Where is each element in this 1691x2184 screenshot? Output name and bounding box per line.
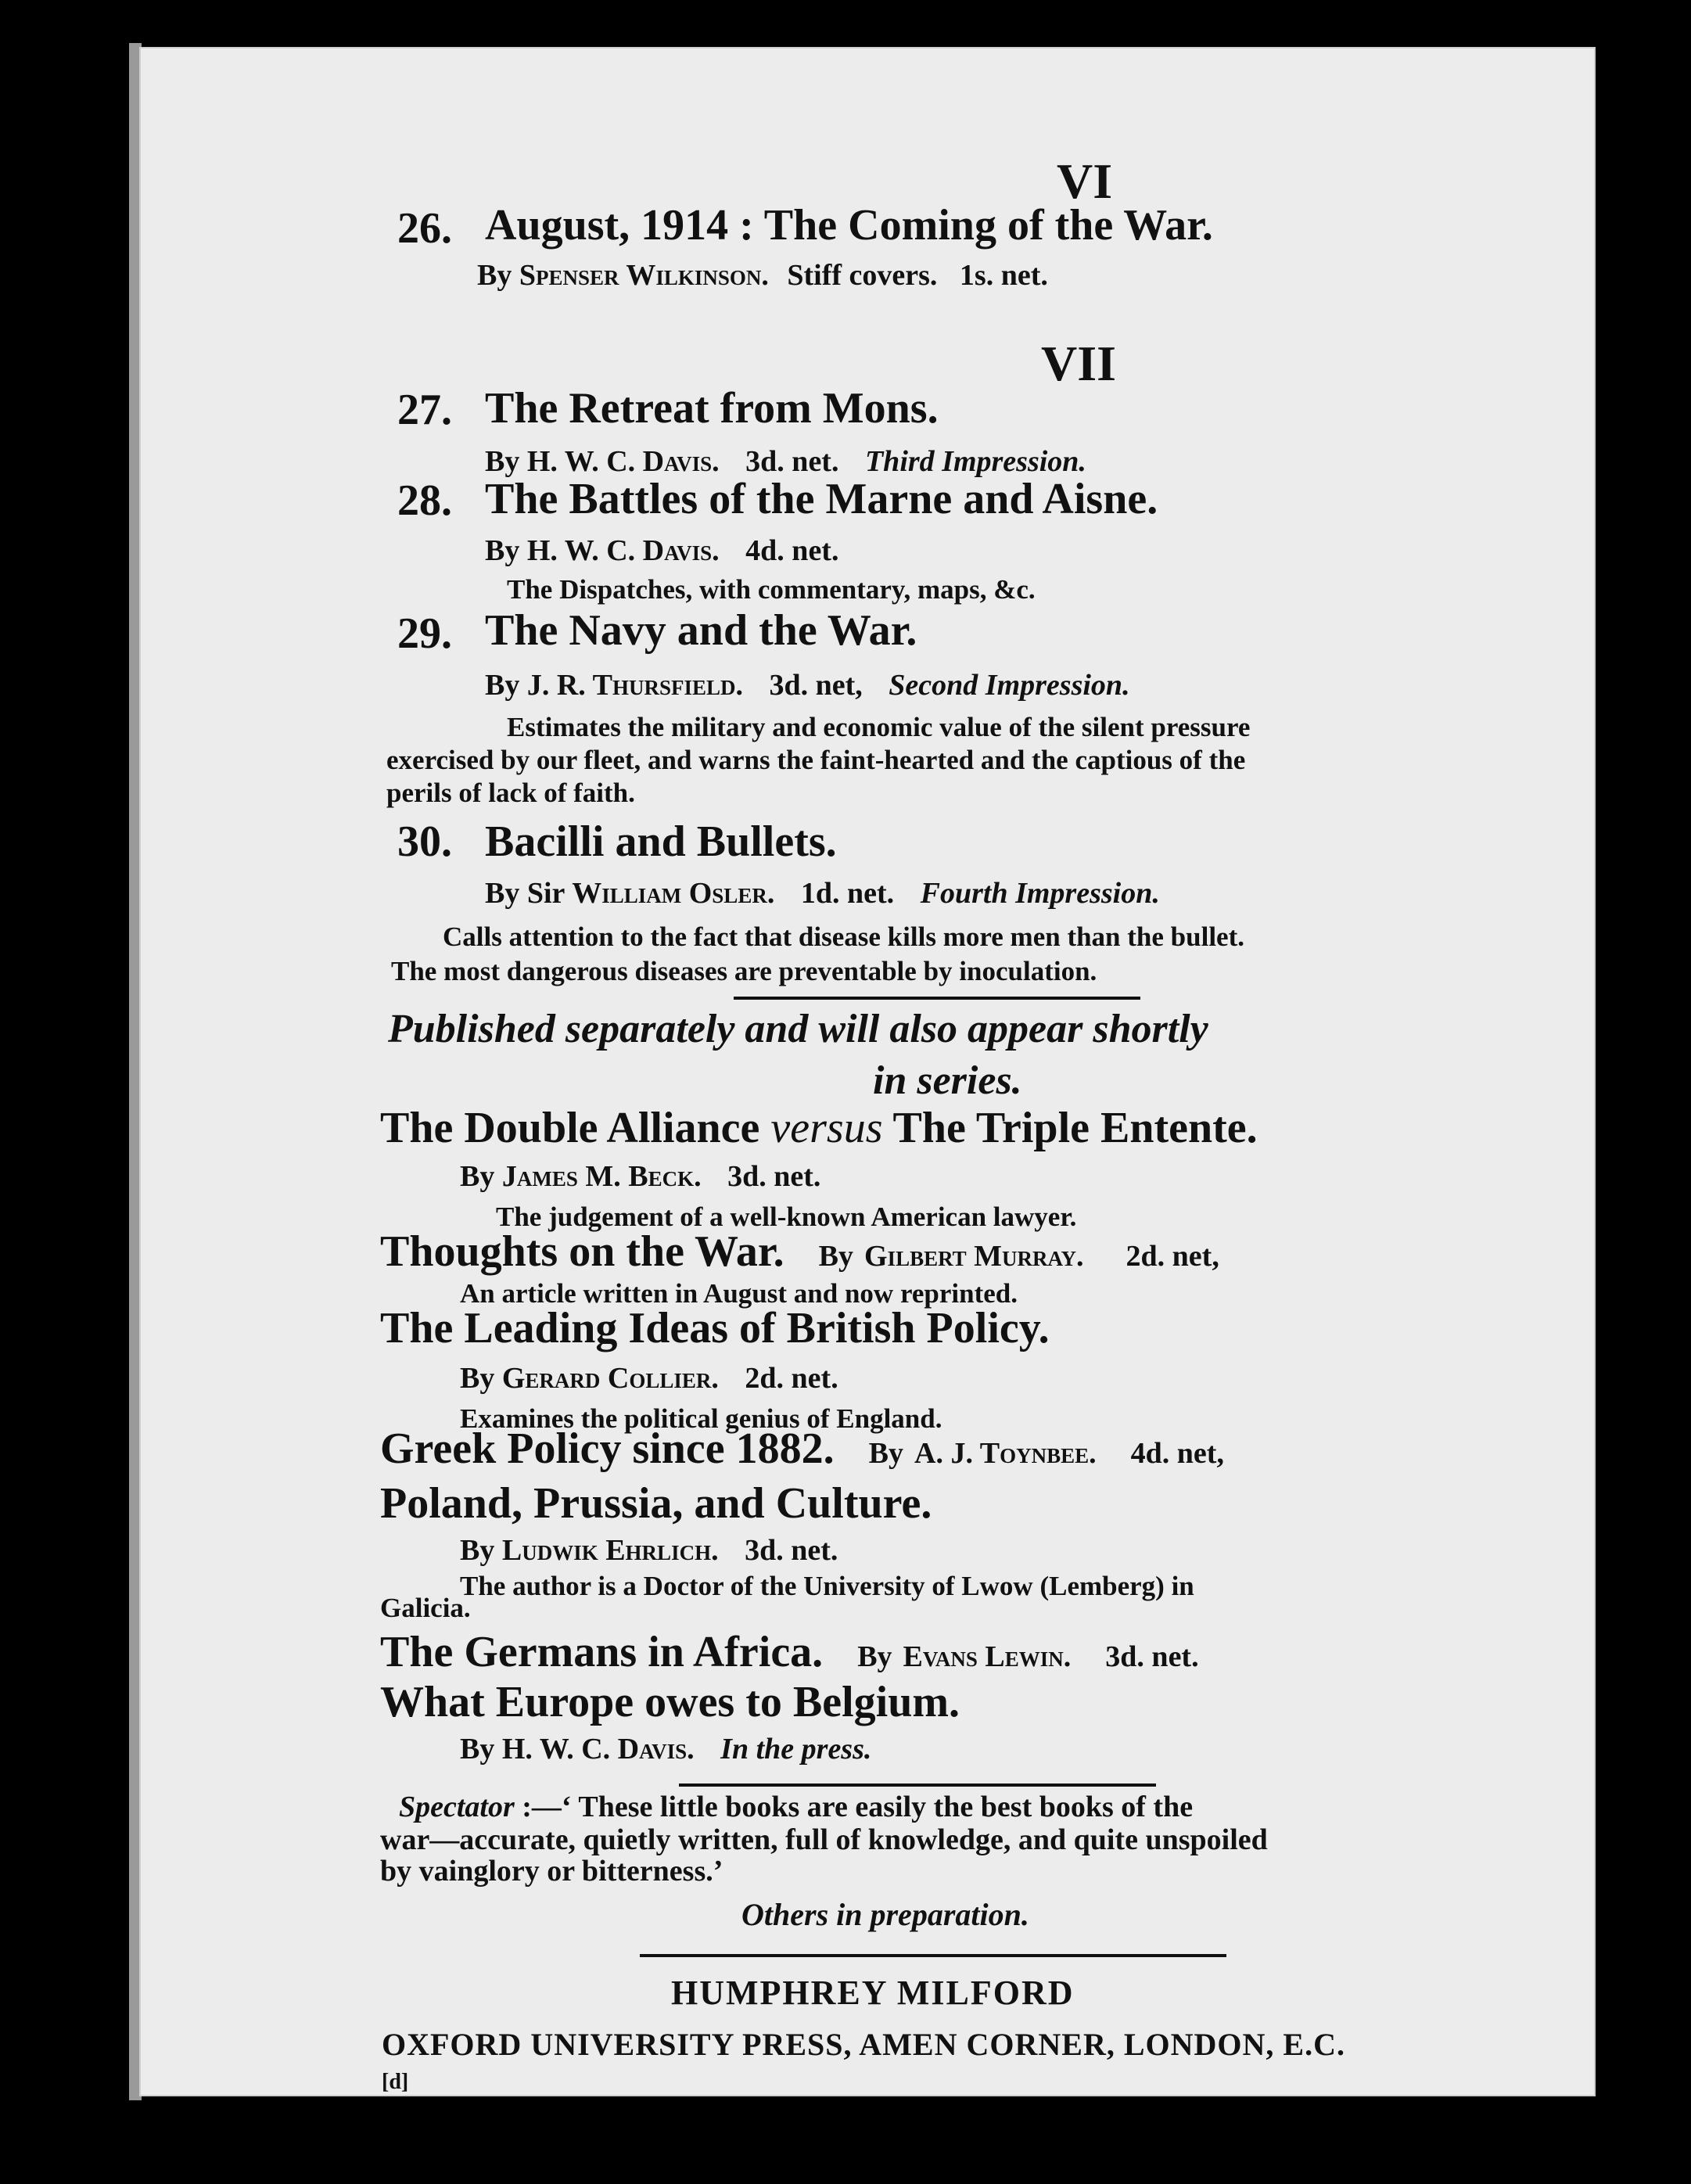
- item-leading-ideas-description: Examines the political genius of England.: [460, 1403, 942, 1434]
- price: 2d. net,: [1126, 1240, 1219, 1273]
- price: 3d. net.: [745, 1534, 838, 1567]
- byline-prefix: By: [485, 534, 520, 567]
- author-name: Gerard Collier.: [501, 1362, 719, 1395]
- byline-prefix: By: [485, 445, 520, 478]
- quote-divider: [679, 1783, 1156, 1787]
- author-name: James M. Beck.: [501, 1160, 702, 1193]
- entry-27-number: 27.: [397, 386, 452, 434]
- price: 1d. net.: [800, 877, 895, 910]
- item-greek-policy-title-line: [380, 1424, 1224, 1474]
- quote-source: Spectator: [399, 1791, 515, 1823]
- price: 3d. net.: [727, 1160, 821, 1193]
- item-germans-africa-title-line: [380, 1627, 1199, 1677]
- section-heading-vi: VI: [1057, 153, 1113, 209]
- author-name: Spenser Wilkinson.: [519, 259, 769, 292]
- title-part: The Double Alliance: [380, 1104, 760, 1152]
- price: Stiff covers. 1s. net.: [787, 259, 1048, 292]
- price: 2d. net.: [745, 1362, 838, 1395]
- entry-28-number: 28.: [397, 476, 452, 525]
- quote-text: :—‘ These little books are easily the best books of the: [514, 1791, 1194, 1823]
- entry-30-byline: [485, 876, 1160, 911]
- title-versus: versus: [770, 1104, 883, 1152]
- author-name: William Osler.: [572, 877, 775, 910]
- publisher-name: HUMPHREY MILFORD: [671, 1974, 1075, 2012]
- item-double-alliance-description: The judgement of a well-known American lawyer.: [496, 1202, 1077, 1232]
- impression-note: Third Impression.: [864, 445, 1086, 478]
- section-divider: [734, 997, 1140, 1000]
- entry-28-byline: [485, 533, 838, 568]
- byline-prefix: By: [460, 1160, 495, 1193]
- item-leading-ideas-byline: [460, 1361, 838, 1396]
- entry-29-description-line-3: perils of lack of faith.: [386, 778, 635, 808]
- item-belgium-title: What Europe owes to Belgium.: [380, 1678, 960, 1726]
- title-part: Greek Policy since 1882.: [380, 1424, 835, 1473]
- others-in-preparation: Others in preparation.: [741, 1897, 1029, 1932]
- spectator-quote-line-1: [399, 1790, 1193, 1824]
- author-name: H. W. C. Davis.: [526, 445, 720, 478]
- title-part: The Triple Entente.: [892, 1104, 1258, 1152]
- author-name: Evans Lewin.: [903, 1640, 1072, 1673]
- byline-prefix: By: [460, 1534, 495, 1567]
- byline-prefix: By: [868, 1437, 904, 1470]
- entry-30-description-line-2: The most dangerous diseases are preventable by inoculation.: [391, 956, 1097, 986]
- spectator-quote-line-2: war—accurate, quietly written, full of knowledge, and quite unspoiled: [380, 1823, 1268, 1856]
- separately-heading-line-2: in series.: [873, 1058, 1022, 1103]
- entry-30-number: 30.: [397, 817, 452, 866]
- author-name: H. W. C. Davis.: [501, 1733, 695, 1766]
- price: 4d. net,: [1130, 1437, 1224, 1470]
- entry-28-description: The Dispatches, with commentary, maps, &c.: [507, 574, 1036, 605]
- byline-prefix: By Sir: [485, 877, 565, 910]
- author-name: Gilbert Murray.: [864, 1240, 1084, 1273]
- entry-30-description-line-1: Calls attention to the fact that disease kills more men than the bullet.: [443, 921, 1244, 952]
- byline-prefix: By: [460, 1733, 495, 1766]
- item-poland-byline: [460, 1533, 838, 1568]
- item-poland-description-line-2: Galicia.: [380, 1593, 471, 1623]
- byline-prefix: By: [485, 669, 520, 702]
- item-thoughts-title-line: [380, 1227, 1219, 1277]
- entry-27-title: The Retreat from Mons.: [485, 384, 939, 433]
- item-thoughts-description: An article written in August and now reprinted.: [460, 1278, 1018, 1309]
- price: 3d. net.: [1105, 1640, 1199, 1673]
- publisher-address: OXFORD UNIVERSITY PRESS, AMEN CORNER, LONDON, E.C.: [382, 2027, 1345, 2062]
- item-double-alliance-title: [380, 1103, 1258, 1153]
- entry-29-description-line-2: exercised by our fleet, and warns the faint-hearted and the captious of the: [386, 745, 1246, 775]
- section-heading-vii: VII: [1041, 336, 1117, 391]
- entry-26-number: 26.: [397, 204, 452, 253]
- author-name: H. W. C. Davis.: [526, 534, 720, 567]
- entry-30-title: Bacilli and Bullets.: [485, 817, 837, 866]
- spectator-quote-line-3: by vainglory or bitterness.’: [380, 1855, 723, 1888]
- entry-26-title: August, 1914 : The Coming of the War.: [485, 201, 1213, 250]
- separately-heading-line-1: Published separately and will also appear shortly: [388, 1007, 1208, 1051]
- entry-29-title: The Navy and the War.: [485, 606, 917, 655]
- price: 3d. net,: [769, 669, 863, 702]
- entry-26-byline: [477, 258, 1048, 293]
- catalogue-page: [139, 47, 1596, 2096]
- item-belgium-byline: [460, 1732, 871, 1766]
- byline-prefix: By: [857, 1640, 892, 1673]
- item-poland-title: Poland, Prussia, and Culture.: [380, 1479, 932, 1528]
- price: 4d. net.: [745, 534, 839, 567]
- entry-29-description-line-1: Estimates the military and economic value of the silent pressure: [507, 712, 1251, 742]
- byline-prefix: By: [818, 1240, 853, 1273]
- entry-29-byline: [485, 668, 1130, 702]
- item-double-alliance-byline: [460, 1159, 820, 1194]
- press-note: In the press.: [720, 1733, 872, 1766]
- author-name: Ludwik Ehrlich.: [501, 1534, 719, 1567]
- title-part: Thoughts on the War.: [380, 1227, 784, 1276]
- item-leading-ideas-title: The Leading Ideas of British Policy.: [380, 1304, 1050, 1352]
- author-name: J. R. Thursfield.: [526, 669, 743, 702]
- entry-29-number: 29.: [397, 609, 452, 658]
- price: 3d. net.: [745, 445, 839, 478]
- byline-prefix: By: [477, 259, 512, 292]
- page-signature-mark: [d]: [382, 2070, 409, 2094]
- title-part: The Germans in Africa.: [380, 1628, 824, 1676]
- impression-note: Fourth Impression.: [920, 877, 1160, 910]
- impression-note: Second Impression.: [889, 669, 1130, 702]
- item-poland-description-line-1: The author is a Doctor of the University of Lwow (Lemberg) in: [460, 1571, 1194, 1601]
- entry-28-title: The Battles of the Marne and Aisne.: [485, 475, 1158, 523]
- author-name: A. J. Toynbee.: [914, 1437, 1097, 1470]
- publisher-divider: [640, 1954, 1226, 1957]
- byline-prefix: By: [460, 1362, 495, 1395]
